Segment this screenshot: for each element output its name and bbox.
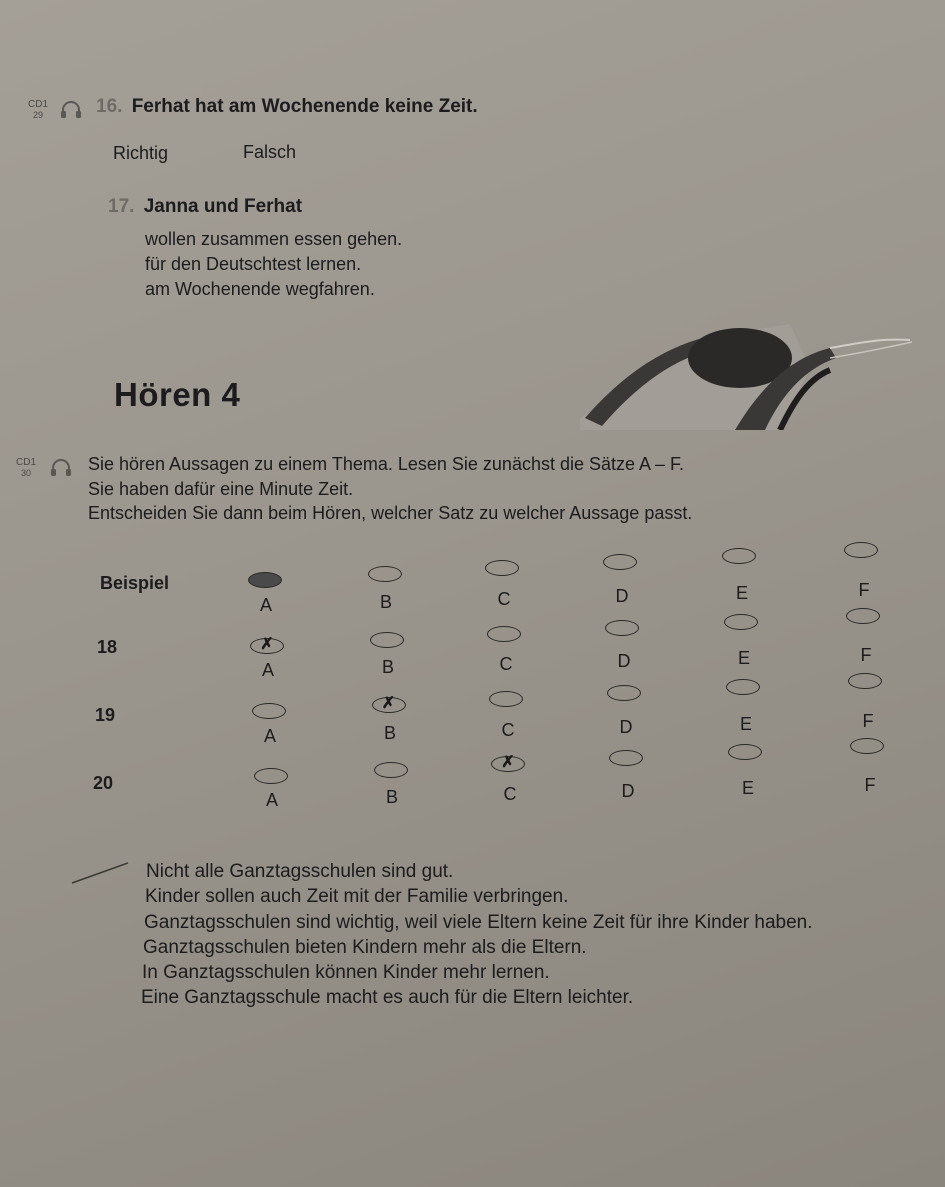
answer-bubble-19-a[interactable] — [252, 703, 286, 719]
bubble-letter-a: A — [259, 595, 272, 615]
cross-mark: ✗ — [260, 636, 274, 653]
option-essen-gehen[interactable]: wollen zusammen essen gehen. — [145, 229, 403, 249]
option-falsch[interactable]: Falsch — [243, 142, 297, 162]
option-wegfahren[interactable]: am Wochenende wegfahren. — [145, 279, 375, 299]
answer-bubble-18-d[interactable] — [605, 620, 639, 636]
answer-bubble-beispiel-b[interactable] — [368, 566, 402, 582]
option-richtig[interactable]: Richtig — [113, 143, 169, 163]
bubble-letter-f: F — [864, 775, 876, 795]
cd-label: CD1 — [16, 457, 37, 468]
bubble-letter-a: A — [263, 726, 276, 746]
statement-e: In Ganztagsschulen können Kinder mehr lernen. — [142, 962, 550, 983]
option-deutschtest[interactable]: für den Deutschtest lernen. — [145, 254, 362, 274]
bubble-letter-c: C — [497, 589, 511, 609]
question-text: Ferhat hat am Wochenende keine Zeit. — [131, 96, 478, 117]
bubble-letter-c: C — [501, 720, 515, 740]
row-label-beispiel: Beispiel — [100, 573, 170, 593]
answer-bubble-20-f[interactable] — [850, 738, 884, 754]
bubble-letter-b: B — [381, 657, 394, 677]
answer-bubble-beispiel-d[interactable] — [603, 554, 637, 570]
answer-bubble-18-c[interactable] — [487, 626, 521, 642]
row-label-18: 18 — [97, 637, 118, 657]
answer-bubble-20-a[interactable] — [254, 768, 288, 784]
bubble-letter-f: F — [860, 645, 872, 665]
answer-bubble-beispiel-e[interactable] — [722, 548, 756, 564]
statement-d: Ganztagsschulen bieten Kindern mehr als die Eltern. — [143, 937, 587, 958]
question-16 — [96, 96, 478, 118]
section-heading: Hören 4 — [114, 376, 241, 413]
answer-bubble-19-f[interactable] — [848, 673, 882, 689]
instruction-line: Sie haben dafür eine Minute Zeit. — [88, 479, 354, 499]
answer-bubble-beispiel-f[interactable] — [844, 542, 878, 558]
bubble-letter-d: D — [615, 586, 629, 606]
instruction-line: Sie hören Aussagen zu einem Thema. Lesen Sie zunächst die Sätze A – F. — [88, 454, 685, 474]
cd-track-number: 29 — [33, 110, 44, 120]
bubble-letter-e: E — [739, 714, 752, 734]
cd-track-label — [16, 458, 36, 478]
bubble-letter-e: E — [741, 778, 754, 798]
cd-track-label — [28, 100, 48, 120]
question-number: 16. — [96, 96, 123, 117]
statement-b: Kinder sollen auch Zeit mit der Familie verbringen. — [145, 886, 569, 907]
headphones-icon — [50, 459, 72, 477]
bubble-letter-a: A — [265, 790, 278, 810]
bubble-letter-c: C — [499, 654, 513, 674]
cross-mark: ✗ — [501, 754, 515, 771]
bubble-letter-b: B — [385, 787, 398, 807]
bubble-letter-c: C — [503, 784, 517, 804]
question-text: Janna und Ferhat — [143, 196, 303, 217]
answer-bubble-19-b[interactable] — [372, 697, 406, 713]
row-label-20: 20 — [93, 773, 114, 793]
bubble-letter-e: E — [737, 648, 750, 668]
answer-bubble-19-c[interactable] — [489, 691, 523, 707]
bubble-letter-d: D — [621, 781, 635, 801]
headphones-icon — [60, 101, 82, 119]
cd-label: CD1 — [28, 99, 49, 110]
bubble-letter-f: F — [858, 580, 870, 600]
answer-bubble-19-e[interactable] — [726, 679, 760, 695]
statement-f: Eine Ganztagsschule macht es auch für die Eltern leichter. — [141, 987, 634, 1008]
bubble-letter-d: D — [619, 717, 633, 737]
headphones-image — [540, 318, 940, 430]
answer-bubble-18-f[interactable] — [846, 608, 880, 624]
statement-a: Nicht alle Ganztagsschulen sind gut. — [146, 861, 454, 882]
question-17 — [108, 196, 302, 218]
question-number: 17. — [108, 196, 135, 217]
answer-bubble-beispiel-a[interactable] — [248, 572, 282, 588]
bubble-letter-e: E — [735, 583, 748, 603]
answer-bubble-18-a[interactable] — [250, 638, 284, 654]
bubble-letter-b: B — [379, 592, 392, 612]
bubble-letter-b: B — [383, 723, 396, 743]
statement-c: Ganztagsschulen sind wichtig, weil viele Eltern keine Zeit für ihre Kinder haben. — [144, 912, 813, 933]
bubble-letter-f: F — [862, 711, 874, 731]
instruction-line: Entscheiden Sie dann beim Hören, welcher Satz zu welcher Aussage passt. — [88, 503, 693, 523]
divider-stroke — [70, 860, 132, 886]
answer-bubble-20-b[interactable] — [374, 762, 408, 778]
answer-bubble-20-d[interactable] — [609, 750, 643, 766]
row-label-19: 19 — [95, 705, 116, 725]
answer-bubble-19-d[interactable] — [607, 685, 641, 701]
bubble-letter-a: A — [261, 660, 274, 680]
answer-bubble-beispiel-c[interactable] — [485, 560, 519, 576]
cd-track-number: 30 — [21, 468, 32, 478]
answer-bubble-18-e[interactable] — [724, 614, 758, 630]
bubble-letter-d: D — [617, 651, 631, 671]
answer-bubble-20-c[interactable] — [491, 756, 525, 772]
answer-bubble-18-b[interactable] — [370, 632, 404, 648]
cross-mark: ✗ — [381, 695, 396, 712]
answer-bubble-20-e[interactable] — [728, 744, 762, 760]
